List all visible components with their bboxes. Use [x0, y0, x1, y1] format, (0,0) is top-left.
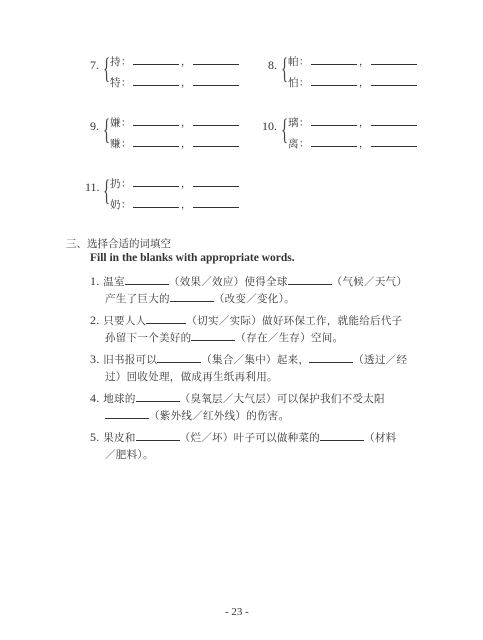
question-line: [105, 408, 289, 424]
question-text: （改变／变化）。: [213, 293, 295, 305]
pair-row: [110, 55, 241, 69]
character: 特: [110, 77, 121, 89]
answer-blank[interactable]: [133, 55, 179, 65]
question-text: （紫外线／红外线）的伤害。: [149, 410, 290, 422]
question-text: 产生了巨大的: [105, 293, 170, 305]
character: 奶: [110, 199, 121, 211]
answer-blank[interactable]: [371, 137, 417, 147]
comma: ，: [359, 78, 369, 89]
answer-blank[interactable]: [309, 353, 353, 363]
brace: {: [103, 174, 111, 207]
answer-blank[interactable]: [193, 55, 239, 65]
answer-blank[interactable]: [133, 76, 179, 86]
colon: ：: [299, 78, 309, 89]
answer-blank[interactable]: [193, 177, 239, 187]
answer-blank[interactable]: [133, 116, 179, 126]
section-subtitle: Fill in the blanks with appropriate words.: [90, 252, 295, 264]
comma: ，: [181, 179, 191, 190]
comma: ，: [359, 139, 369, 150]
pair-row: [288, 76, 419, 90]
question-line: [90, 429, 396, 446]
question-line: [105, 369, 278, 385]
question-text: 孙留下一个美好的: [105, 332, 192, 344]
answer-blank[interactable]: [191, 331, 235, 341]
page-number: - 23 -: [225, 606, 249, 618]
comma: ，: [181, 139, 191, 150]
question-line: [105, 291, 295, 307]
item-number: 9.: [90, 119, 99, 133]
item-number: 10.: [262, 119, 277, 133]
colon: ：: [121, 139, 131, 150]
answer-blank[interactable]: [133, 137, 179, 147]
colon: ：: [299, 57, 309, 68]
question-text: 过）回收处理，做成再生纸再利用。: [105, 371, 278, 383]
answer-blank[interactable]: [157, 353, 201, 363]
pair-row: [288, 116, 419, 130]
answer-blank[interactable]: [193, 76, 239, 86]
section-title: 三、选择合适的词填空: [66, 238, 171, 250]
question-text: （材料: [364, 432, 397, 444]
answer-blank[interactable]: [146, 314, 186, 324]
colon: ：: [121, 57, 131, 68]
answer-blank[interactable]: [311, 116, 357, 126]
comma: ，: [181, 200, 191, 211]
question-text: 地球的: [103, 393, 136, 405]
colon: ：: [299, 139, 309, 150]
question-number: 1.: [90, 274, 100, 288]
answer-blank[interactable]: [311, 76, 357, 86]
question-line: [105, 330, 343, 346]
answer-blank[interactable]: [170, 292, 214, 302]
character: 璃: [288, 117, 299, 129]
item-number: 11.: [85, 180, 100, 194]
answer-blank[interactable]: [136, 392, 180, 402]
question-text: （存在／生存）空间。: [235, 332, 344, 344]
answer-blank[interactable]: [311, 137, 357, 147]
colon: ：: [121, 200, 131, 211]
question-number: 2.: [90, 313, 100, 327]
character: 持: [110, 56, 121, 68]
question-text: （效果／效应）使得全球: [168, 276, 288, 288]
comma: ，: [181, 118, 191, 129]
question-text: （烂／坏）叶子可以做种菜的: [179, 432, 321, 444]
answer-blank[interactable]: [193, 137, 239, 147]
colon: ：: [121, 78, 131, 89]
character: 怕: [288, 77, 299, 89]
comma: ，: [181, 57, 191, 68]
question-line: [105, 447, 154, 463]
question-text: （切实／实际）做好环保工作，就能给后代子: [186, 315, 403, 327]
question-text: （集合／集中）起来，: [201, 354, 310, 366]
item-number: 7.: [90, 58, 99, 72]
answer-blank[interactable]: [133, 198, 179, 208]
pair-row: [110, 137, 241, 151]
answer-blank[interactable]: [193, 116, 239, 126]
pair-row: [110, 116, 241, 130]
pair-row: [288, 55, 419, 69]
character: 离: [288, 138, 299, 150]
question-number: 4.: [90, 391, 100, 405]
question-line: [90, 273, 407, 290]
question-text: 果皮和: [103, 432, 136, 444]
comma: ，: [359, 57, 369, 68]
answer-blank[interactable]: [371, 55, 417, 65]
character: 赚: [110, 138, 121, 150]
colon: ：: [121, 118, 131, 129]
comma: ，: [181, 78, 191, 89]
question-text: 温室: [103, 276, 125, 288]
answer-blank[interactable]: [105, 409, 149, 419]
question-text: 只要人人: [103, 315, 147, 327]
answer-blank[interactable]: [133, 177, 179, 187]
question-line: [90, 390, 385, 407]
brace: {: [103, 113, 111, 146]
answer-blank[interactable]: [371, 116, 417, 126]
answer-blank[interactable]: [193, 198, 239, 208]
character: 嫌: [110, 117, 121, 129]
answer-blank[interactable]: [288, 275, 332, 285]
brace: {: [281, 113, 289, 146]
answer-blank[interactable]: [320, 431, 364, 441]
brace: {: [281, 52, 289, 85]
comma: ，: [359, 118, 369, 129]
question-text: （臭氧层／大气层）可以保护我们不受太阳: [179, 393, 385, 405]
answer-blank[interactable]: [125, 275, 169, 285]
character: 扔: [110, 178, 121, 190]
question-text: （透过／经: [353, 354, 408, 366]
colon: ：: [121, 179, 131, 190]
brace: {: [103, 52, 111, 85]
pair-row: [110, 76, 241, 90]
question-line: [90, 312, 402, 329]
pair-row: [110, 198, 241, 212]
question-text: ／肥料）。: [105, 449, 154, 461]
question-line: [90, 351, 407, 368]
question-text: （气候／天气）: [331, 276, 408, 288]
answer-blank[interactable]: [136, 431, 180, 441]
item-number: 8.: [268, 58, 277, 72]
question-text: 旧书报可以: [103, 354, 158, 366]
answer-blank[interactable]: [371, 76, 417, 86]
character: 帕: [288, 56, 299, 68]
question-number: 5.: [90, 430, 100, 444]
pair-row: [288, 137, 419, 151]
question-number: 3.: [90, 352, 100, 366]
answer-blank[interactable]: [311, 55, 357, 65]
pair-row: [110, 177, 241, 191]
colon: ：: [299, 118, 309, 129]
